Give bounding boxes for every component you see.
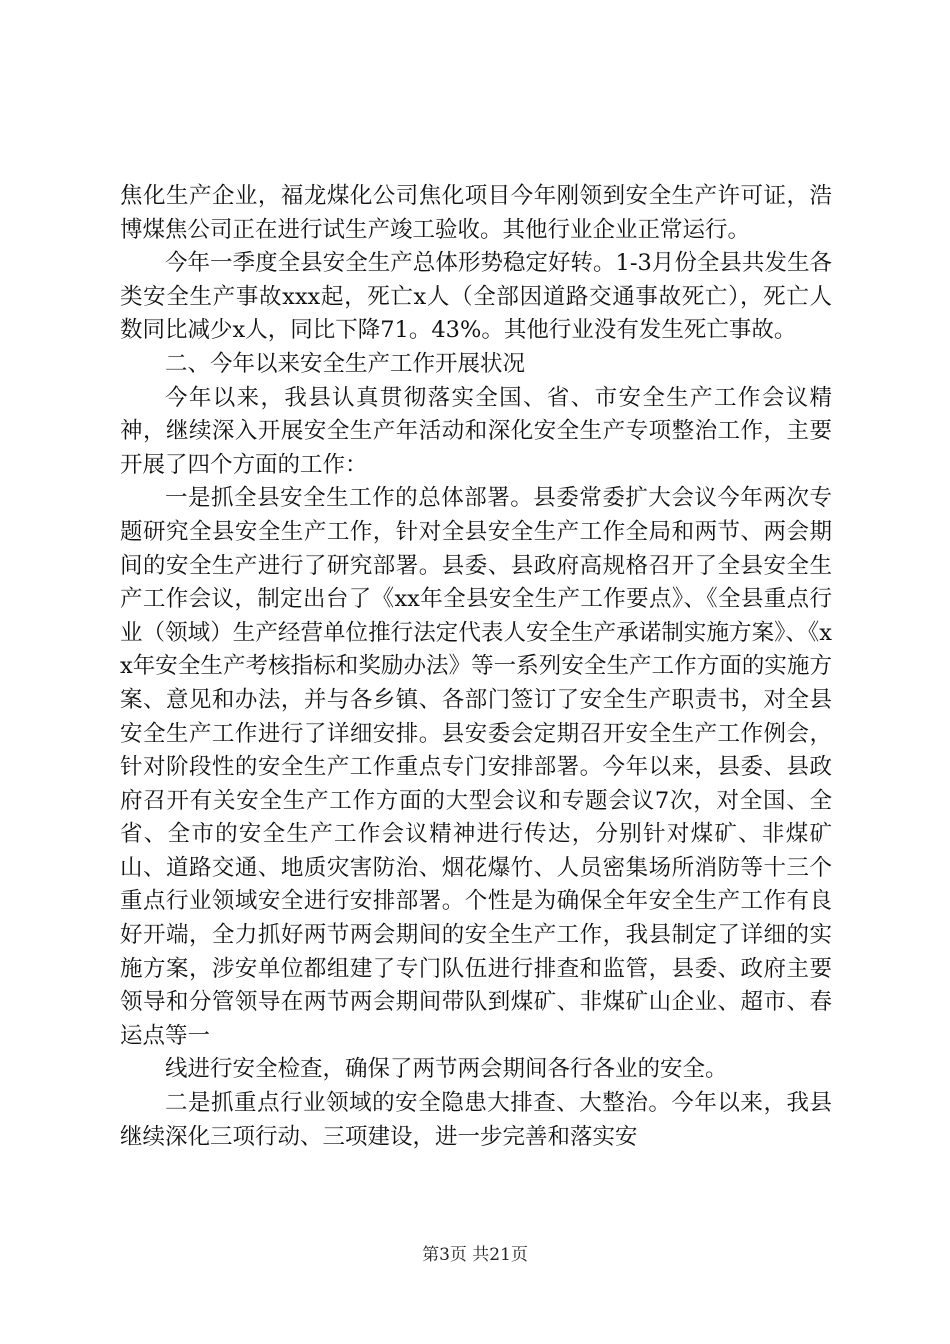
body-text <box>120 180 832 1154</box>
footer-page-number: 3 <box>439 1245 450 1265</box>
paragraph-safety-situation: 今年一季度全县安全生产总体形势稳定好转。1-3月份全县共发生各类安全生产事故xxx起，死亡x人（全部因道路交通事故死亡），死亡人数同比减少x人，同比下降71。43%。其他行业没有发生死亡事故。 <box>120 250 832 344</box>
paragraph-continuation: 焦化生产企业，福龙煤化公司焦化项目今年刚领到安全生产许可证，浩博煤焦公司正在进行试生产竣工验收。其他行业企业正常运行。 <box>120 183 832 243</box>
footer-total-pages: 21 <box>489 1245 511 1265</box>
paragraph-second-work: 二是抓重点行业领域的安全隐患大排查、大整治。今年以来，我县继续深化三项行动、三项建设，进一步完善和落实安 <box>120 1090 832 1150</box>
page-footer <box>0 1244 950 1266</box>
footer-mid: 页 共 <box>449 1245 490 1265</box>
footer-suffix: 页 <box>510 1245 528 1265</box>
paragraph-overview: 今年以来，我县认真贯彻落实全国、省、市安全生产工作会议精神，继续深入开展安全生产年活动和深化安全生产专项整治工作，主要开展了四个方面的工作： <box>120 384 832 478</box>
paragraph-inspection: 线进行安全检查，确保了两节两会期间各行各业的安全。 <box>165 1056 728 1083</box>
paragraph-first-work: 一是抓全县安全生工作的总体部署。县委常委扩大会议今年两次专题研究全县安全生产工作，针对全县安全生产工作全局和两节、两会期间的安全生产进行了研究部署。县委、县政府高规格召开了全县安全生产工作会议，制定出台了《xx年全县安全生产工作要点》、《全县重点行业（领域）生产经营单位推行法定代表人安全生产承诺制实施方案》、《xx年安全生产考核指标和奖励办法》等一系列安全生产工作方面的实施方案、意见和办法，并与各乡镇、各部门签订了安全生产职责书，对全县安全生产工作进行了详细安排。县安委会定期召开安全生产工作例会，针对阶段性的安全生产工作重点专门安排部署。今年以来，县委、县政府召开有关安全生产工作方面的大型会议和专题会议7次，对全国、全省、全市的安全生产工作会议精神进行传达，分别针对煤矿、非煤矿山、道路交通、地质灾害防治、烟花爆竹、人员密集场所消防等十三个重点行业领域安全进行安排部署。个性是为确保全年安全生产工作有良好开端，全力抓好两节两会期间的安全生产工作，我县制定了详细的实施方案，涉安单位都组建了专门队伍进行排查和监管，县委、政府主要领导和分管领导在两节两会期间带队到煤矿、非煤矿山企业、超市、春运点等一 <box>120 485 832 1049</box>
section-heading: 二、今年以来安全生产工作开展状况 <box>165 350 526 377</box>
footer-prefix: 第 <box>422 1245 440 1265</box>
